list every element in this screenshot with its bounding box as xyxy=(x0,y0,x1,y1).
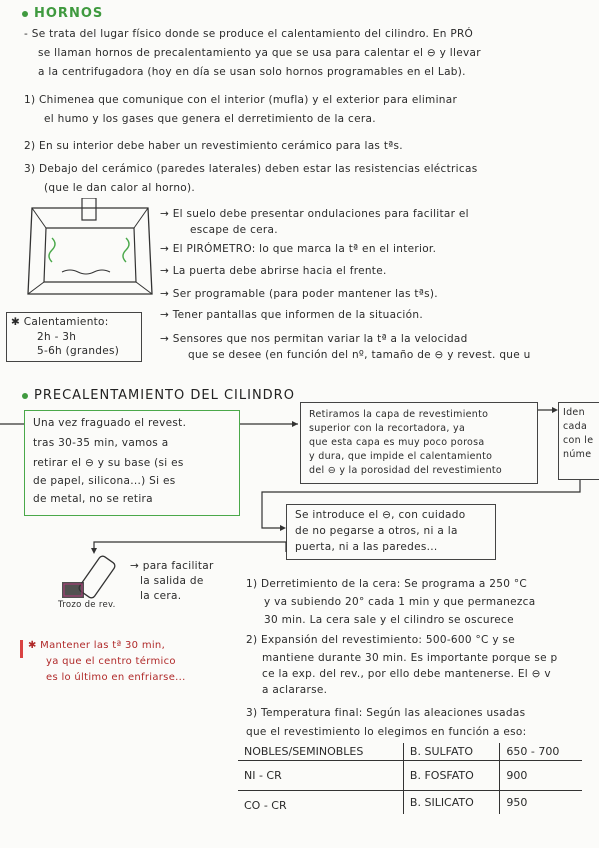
bullet-dot xyxy=(22,393,28,399)
intro-line-3: a la centrifugadora (hoy en día se usan solo hornos programables en el Lab). xyxy=(38,66,466,78)
cylinder-drawing xyxy=(58,552,138,606)
table-cell: B. SILICATO xyxy=(403,791,499,815)
feature-programable: → Ser programable (para poder mantener las tªs). xyxy=(160,288,438,300)
table-row xyxy=(238,761,582,791)
warning-line: ✱ Mantener las tª 30 min, xyxy=(28,640,166,651)
feature-pirometro: → El PIRÓMETRO: lo que marca la tª en el interior. xyxy=(160,243,437,255)
box4-line: Se introduce el ⊖, con cuidado xyxy=(295,509,466,521)
warning-red-bar xyxy=(20,640,23,658)
step1-line: 1) Derretimiento de la cera: Se programa a 250 °C xyxy=(246,578,528,590)
warning-line: es lo último en enfriarse... xyxy=(46,672,186,683)
box2-line: y dura, que impide el calentamiento xyxy=(309,451,493,462)
box3-line: núme xyxy=(563,449,592,460)
box2-line: del ⊖ y la porosidad del revestimiento xyxy=(309,465,503,476)
box2-line: superior con la recortadora, ya xyxy=(309,423,466,434)
flow-box-identificar xyxy=(558,402,599,480)
table-row xyxy=(238,791,582,815)
box1-line: retirar el ⊖ y su base (si es xyxy=(33,457,184,469)
item-3-line-1: 3) Debajo del cerámico (paredes laterales) deben estar las resistencias eléctricas xyxy=(24,163,478,175)
box2-line: Retiramos la capa de revestimiento xyxy=(309,409,489,420)
step2-line: a aclararse. xyxy=(262,684,328,696)
feature-puerta: → La puerta debe abrirse hacia el frente. xyxy=(160,265,387,277)
table-cell: 900 xyxy=(500,761,582,791)
intro-line-1: - Se trata del lugar físico donde se produce el calentamiento del cilindro. En PRÓ xyxy=(24,28,474,40)
calentamiento-time-2: 5-6h (grandes) xyxy=(37,345,120,357)
box2-line: que esta capa es muy poco porosa xyxy=(309,437,485,448)
box1-line: de metal, no se retira xyxy=(33,493,153,505)
table-cell: 650 - 700 xyxy=(500,743,582,761)
box1-line: Una vez fraguado el revest. xyxy=(33,417,187,429)
box3-line: cada xyxy=(563,421,588,432)
flow-box-retirar-cilindro xyxy=(24,410,240,516)
flow-box-retirar-capa xyxy=(300,402,538,484)
oven-drawing xyxy=(22,198,158,302)
box1-line: tras 30-35 min, vamos a xyxy=(33,437,169,449)
calentamiento-box xyxy=(6,312,142,362)
step3-line: 3) Temperatura final: Según las aleaciones usadas xyxy=(246,707,526,719)
feature-suelo-cont: escape de cera. xyxy=(190,224,278,236)
flow-arrow-back xyxy=(88,530,288,554)
table-cell: NOBLES/SEMINOBLES xyxy=(244,745,364,758)
step2-line: 2) Expansión del revestimiento: 500-600 °C y se xyxy=(246,634,516,646)
table-row xyxy=(238,743,582,761)
item-3-line-2: (que le dan calor al horno). xyxy=(44,182,196,194)
item-1-line-2: el humo y los gases que genera el derretimiento de la cera. xyxy=(44,113,376,125)
trozo-label: Trozo de rev. xyxy=(58,600,116,610)
box1-line: de papel, silicona...) Si es xyxy=(33,475,176,487)
calentamiento-title: ✱ Calentamiento: xyxy=(11,316,109,328)
bullet-dot xyxy=(22,11,28,17)
step1-line: y va subiendo 20° cada 1 min y que permanezca xyxy=(264,596,536,608)
section-title-hornos: HORNOS xyxy=(22,6,103,21)
step2-line: ce la exp. del rev., por ello debe mantenerse. El ⊖ v xyxy=(262,668,551,680)
step1-line: 30 min. La cera sale y el cilindro se oscurece xyxy=(264,614,514,626)
table-cell: B. FOSFATO xyxy=(403,761,499,791)
facilitar-line: la cera. xyxy=(140,590,182,602)
box4-line: de no pegarse a otros, ni a la xyxy=(295,525,458,537)
table-cell: NI - CR xyxy=(244,769,282,782)
feature-sensores: → Sensores que nos permitan variar la tª a la velocidad xyxy=(160,333,468,345)
box4-line: puerta, ni a las paredes... xyxy=(295,541,438,553)
box3-line: con le xyxy=(563,435,594,446)
flow-box-introducir xyxy=(286,504,496,560)
section-title-precalentamiento: PRECALENTAMIENTO DEL CILINDRO xyxy=(22,388,295,403)
feature-pantallas: → Tener pantallas que informen de la situación. xyxy=(160,309,423,321)
box3-line: Iden xyxy=(563,407,585,418)
alloy-table xyxy=(238,743,582,814)
facilitar-line: la salida de xyxy=(140,575,204,587)
item-2: 2) En su interior debe haber un revestimiento cerámico para las tªs. xyxy=(24,140,403,152)
warning-line: ya que el centro térmico xyxy=(46,656,176,667)
calentamiento-time-1: 2h - 3h xyxy=(37,331,77,343)
table-cell: CO - CR xyxy=(244,799,287,812)
table-cell: B. SULFATO xyxy=(403,743,499,761)
step2-line: mantiene durante 30 min. Es importante porque se p xyxy=(262,652,558,664)
intro-line-2: se llaman hornos de precalentamiento ya que se usa para calentar el ⊖ y llevar xyxy=(38,47,481,59)
step3-line: que el revestimiento lo elegimos en función a eso: xyxy=(246,726,527,738)
item-1-line-1: 1) Chimenea que comunique con el interior (mufla) y el exterior para eliminar xyxy=(24,94,458,106)
feature-suelo: → El suelo debe presentar ondulaciones para facilitar el xyxy=(160,208,469,220)
feature-sensores-cont: que se desee (en función del nº, tamaño de ⊖ y revest. que u xyxy=(188,349,531,361)
facilitar-line: → para facilitar xyxy=(130,560,214,572)
table-cell: 950 xyxy=(500,791,582,815)
